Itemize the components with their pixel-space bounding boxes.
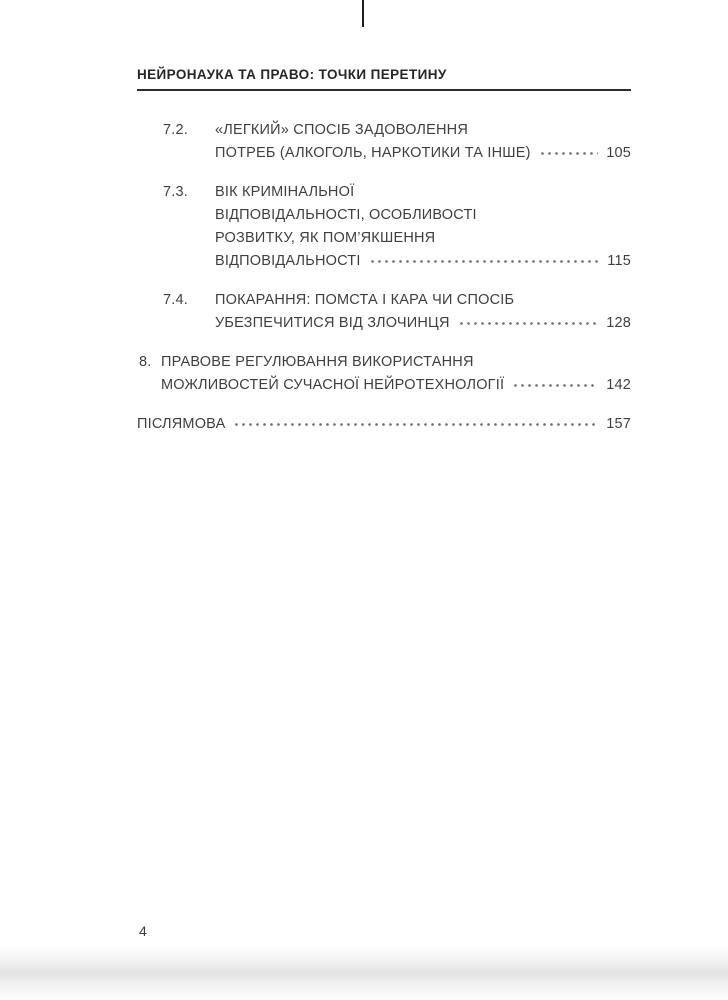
toc-entry-last-line	[215, 312, 631, 335]
toc-entry-number: 7.2.	[163, 122, 188, 138]
dot-leader	[369, 260, 600, 265]
toc-entry-number: 7.3.	[163, 184, 188, 200]
page-header	[137, 67, 631, 91]
toc-entry-text-line: ПРАВОВЕ РЕГУЛЮВАННЯ ВИКОРИСТАННЯ	[161, 354, 474, 370]
page-number: 4	[139, 923, 147, 939]
toc-entry-last-line	[215, 142, 631, 165]
page-edge-shadow	[0, 946, 728, 1000]
toc-entry-body	[137, 413, 631, 436]
toc-entry-text-line: ВІК КРИМІНАЛЬНОЇ	[215, 184, 355, 200]
toc-entry-page: 105	[606, 145, 631, 161]
toc-entry-text-line: ВІДПОВІДАЛЬНОСТІ, ОСОБЛИВОСТІ	[215, 207, 477, 223]
toc-entry-text: ПОТРЕБ (АЛКОГОЛЬ, НАРКОТИКИ ТА ІНШЕ)	[215, 145, 531, 161]
toc-entry-page: 142	[606, 377, 631, 393]
toc-entry	[137, 413, 631, 436]
toc-entry-last-line	[137, 413, 631, 436]
toc-entry-number: 7.4.	[163, 292, 188, 308]
toc-entry	[137, 181, 631, 273]
toc-entry-page: 128	[606, 315, 631, 331]
toc-entry-last-line	[215, 250, 631, 273]
dot-leader	[539, 152, 599, 157]
table-of-contents	[137, 119, 631, 452]
toc-entry	[137, 289, 631, 335]
toc-entry-body	[215, 289, 631, 335]
running-header-title: НЕЙРОНАУКА ТА ПРАВО: ТОЧКИ ПЕРЕТИНУ	[137, 67, 447, 82]
toc-entry-body	[215, 181, 631, 273]
dot-leader	[458, 322, 599, 327]
toc-entry-page: 115	[607, 253, 631, 269]
dot-leader	[233, 423, 598, 428]
toc-entry-text: ВІДПОВІДАЛЬНОСТІ	[215, 253, 361, 269]
toc-entry-text: ПІСЛЯМОВА	[137, 416, 226, 432]
toc-entry-number: 8.	[139, 354, 152, 370]
toc-entry-text-line: ПОКАРАННЯ: ПОМСТА І КАРА ЧИ СПОСІБ	[215, 292, 515, 308]
toc-entry-last-line	[161, 374, 631, 397]
toc-entry	[137, 351, 631, 397]
toc-entry-page: 157	[606, 416, 631, 432]
header-rule	[137, 89, 631, 91]
toc-entry-body	[161, 351, 631, 397]
toc-entry-body	[215, 119, 631, 165]
toc-entry	[137, 119, 631, 165]
toc-entry-text-line: РОЗВИТКУ, ЯК ПОМ’ЯКШЕННЯ	[215, 230, 436, 246]
toc-entry-text-line: «ЛЕГКИЙ» СПОСІБ ЗАДОВОЛЕННЯ	[215, 122, 469, 138]
toc-entry-text: МОЖЛИВОСТЕЙ СУЧАСНОЇ НЕЙРОТЕХНОЛОГІЇ	[161, 377, 505, 393]
toc-entry-text: УБЕЗПЕЧИТИСЯ ВІД ЗЛОЧИНЦЯ	[215, 315, 450, 331]
dot-leader	[512, 384, 598, 389]
crop-mark	[362, 0, 364, 27]
